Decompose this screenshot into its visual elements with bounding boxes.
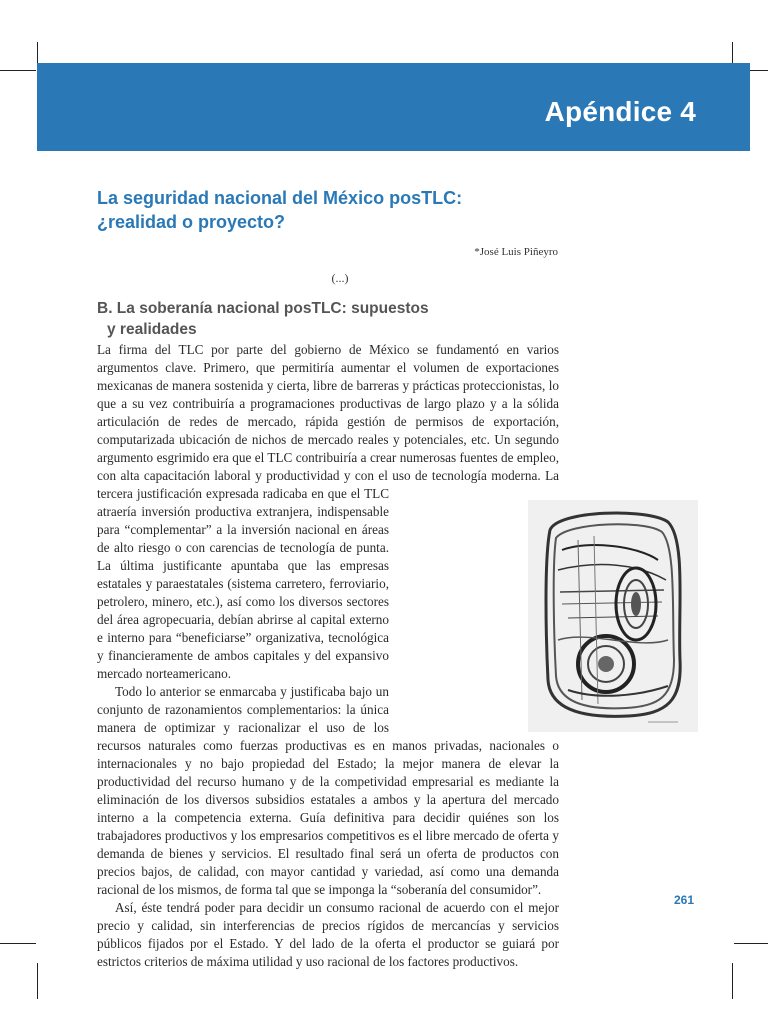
appendix-banner xyxy=(37,63,750,151)
article-title-line-1: La seguridad nacional del México posTLC: xyxy=(97,188,463,208)
paragraph-3: Así, éste tendrá poder para decidir un consumo racional de acuerdo con el mejor precio y calidad, sin interferencias de precios rígidos de mercancías y servicios públicos fijados por el Estado. Y del lado de la oferta el productor se guiará por estrictos criterios de máxima utilidad y uso racional de los factores productivos. xyxy=(97,900,559,969)
article-title-line-2: ¿realidad o proyecto? xyxy=(97,212,286,232)
author-credit: *José Luis Piñeyro xyxy=(474,246,558,258)
abstract-drawing-svg xyxy=(528,500,698,732)
section-heading xyxy=(97,298,517,340)
omission-marker: (...) xyxy=(331,271,349,285)
section-heading-line-1: B. La soberanía nacional posTLC: supuestos xyxy=(97,300,429,317)
paragraph-2: Todo lo anterior se enmarcaba y justificaba bajo un conjunto de razonamientos complementarios: la única manera de optimizar y racionalizar el uso de los recursos naturales como fuerzas productivas es en manos privadas, nacionales o internacionales y no bajo propiedad del Estado; la mejor manera de elevar la productividad del recurso humano y de la competividad empresarial es mediante la eliminación de los diversos subsidios estatales a ambos y la apertura del mercado interno a la competencia externa. Guía definitiva para decidir quiénes son los trabajadores productivos y los empresarios competitivos es el libre mercado de oferta y demanda de bienes y servicios. El resultado final será un oferta de productos con precios bajos, de calidad, con mayor cantidad y variedad, así como una demanda racional de los mismos, de forma tal que se imponga la “soberanía del consumidor”. xyxy=(97,684,559,897)
crop-mark-top-left-h xyxy=(0,70,36,71)
appendix-title: Apéndice 4 xyxy=(544,96,696,127)
section-heading-line-2: y realidades xyxy=(107,321,197,338)
crop-mark-bottom-left-h xyxy=(0,943,36,944)
crop-mark-bottom-right-h xyxy=(734,943,768,944)
abstract-drawing-image xyxy=(528,500,698,732)
crop-mark-bottom-left-v xyxy=(37,963,38,999)
body-text xyxy=(97,341,559,971)
article-title xyxy=(97,186,617,234)
paragraph-1: La firma del TLC por parte del gobierno de México se fundamentó en varios argumentos clave. Primero, que permitiría aumentar el volumen de exportaciones mexicanas de manera sostenida y cierta, libre de barreras y prácticas proteccionistas, lo que a su vez contribuiría a programaciones productivas de largo plazo y a la sólida articulación de redes de mercado, rápida gestión de permisos de exportación, computarizada ubicación de nichos de mercado reales y potenciales, etc. Un segundo argumento esgrimido era que el TLC contribuiría a crear numerosas fuentes de empleo, con alta capacitación laboral y productividad y con el uso de tecnología moderna. La tercera justificación expresada radicaba en que el TLC atraería inversión productiva extranjera, indispensable para “complementar” a la inversión nacional en áreas de alto riesgo o con carencias de tecnología de punta. La última justificante apuntaba que las empresas estatales y paraestatales (sistema carretero, ferroviario, petrolero, minero, etc.), así como los diversos sectores del área agropecuaria, debían abrirse al capital externo e interno para “beneficiarse” organizativa, tecnológica y financieramente de ambos capitales y del expansivo mercado norteamericano. xyxy=(97,342,559,681)
page-number: 261 xyxy=(673,893,694,907)
crop-mark-bottom-right-v xyxy=(732,963,733,999)
